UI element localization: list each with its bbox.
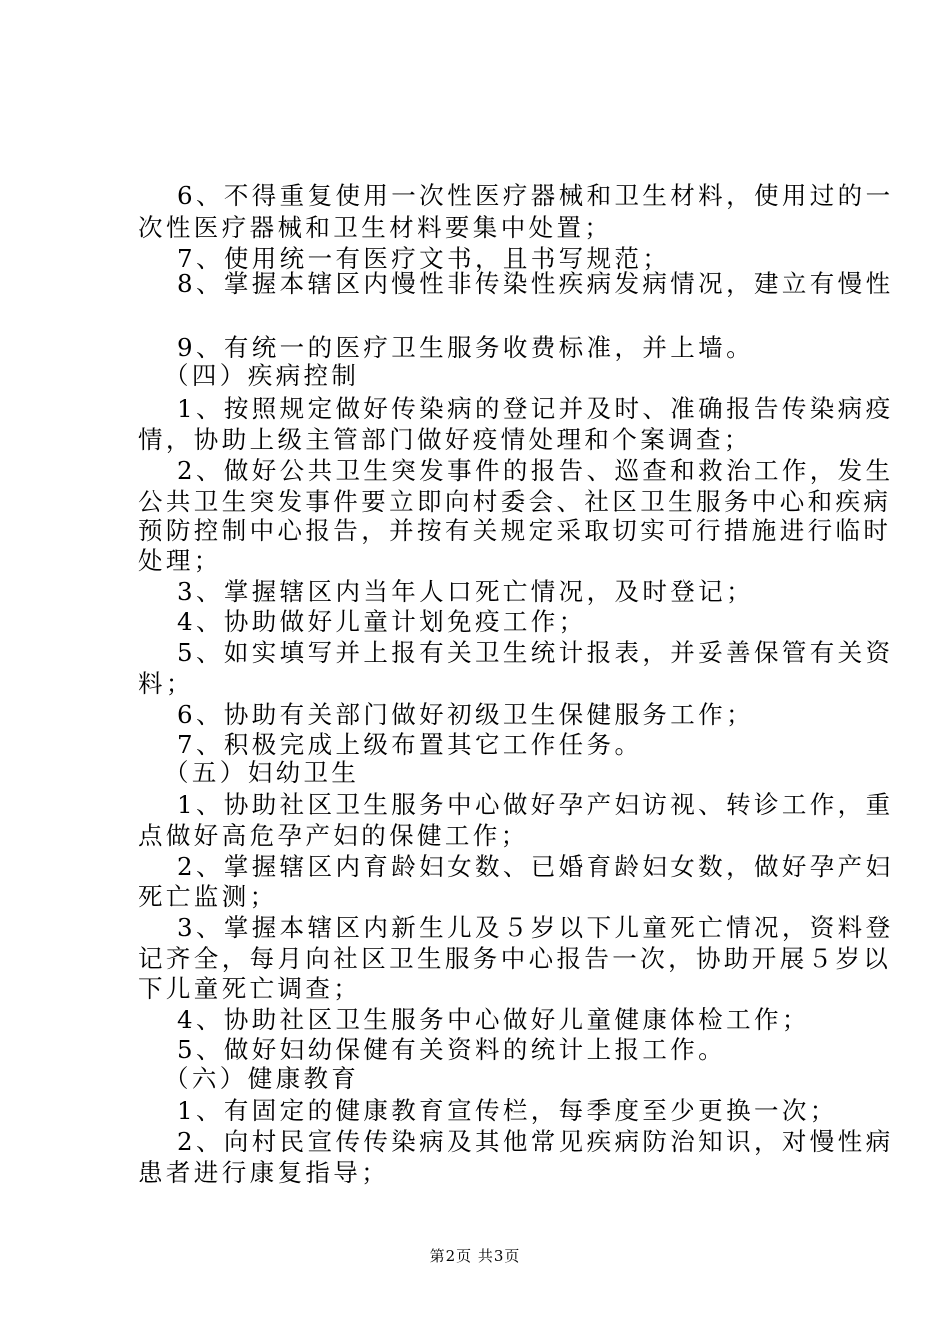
paragraph-line: 1、有固定的健康教育宣传栏，每季度至少更换一次； (177, 1096, 838, 1125)
paragraph-line: 1、协助社区卫生服务中心做好孕产妇访视、转诊工作，重 (177, 790, 894, 819)
paragraph-line: 3、掌握辖区内当年人口死亡情况，及时登记； (177, 577, 754, 606)
paragraph-line: 公共卫生突发事件要立即向村委会、社区卫生服务中心和疾病 (138, 487, 892, 516)
section-heading: （四）疾病控制 (164, 361, 360, 390)
paragraph-line: 7、使用统一有医疗文书，且书写规范； (177, 244, 671, 273)
paragraph-line: 患者进行康复指导； (138, 1158, 390, 1187)
section-heading: （五）妇幼卫生 (164, 758, 360, 787)
paragraph-line: 处理； (138, 546, 222, 575)
paragraph-line: 下儿童死亡调查； (138, 974, 362, 1003)
paragraph-line: 1、按照规定做好传染病的登记并及时、准确报告传染病疫 (177, 394, 894, 423)
paragraph-line: 7、积极完成上级布置其它工作任务。 (177, 730, 643, 759)
paragraph-line: 预防控制中心报告，并按有关规定采取切实可行措施进行临时 (138, 516, 892, 545)
paragraph-line: 2、掌握辖区内育龄妇女数、已婚育龄妇女数，做好孕产妇 (177, 852, 894, 881)
paragraph-line: 6、不得重复使用一次性医疗器械和卫生材料，使用过的一 (177, 181, 894, 210)
paragraph-line: 点做好高危孕产妇的保健工作； (138, 821, 529, 850)
paragraph-line: 死亡监测； (138, 882, 278, 911)
paragraph-line: 记齐全，每月向社区卫生服务中心报告一次，协助开展５岁以 (138, 944, 892, 973)
page-footer: 第2页 共3页 (429, 1247, 521, 1265)
paragraph-line: 3、掌握本辖区内新生儿及５岁以下儿童死亡情况，资料登 (177, 913, 894, 942)
paragraph-line: 2、做好公共卫生突发事件的报告、巡查和救治工作，发生 (177, 456, 894, 485)
paragraph-line: 4、协助社区卫生服务中心做好儿童健康体检工作； (177, 1005, 810, 1034)
paragraph-line: 2、向村民宣传传染病及其他常见疾病防治知识，对慢性病 (177, 1127, 894, 1156)
paragraph-line: 5、如实填写并上报有关卫生统计报表，并妥善保管有关资 (177, 638, 894, 667)
paragraph-line: 次性医疗器械和卫生材料要集中处置； (138, 213, 613, 242)
paragraph-line: 8、掌握本辖区内慢性非传染性疾病发病情况，建立有慢性 (177, 269, 894, 298)
section-heading: （六）健康教育 (164, 1064, 360, 1093)
paragraph-line: 5、做好妇幼保健有关资料的统计上报工作。 (177, 1035, 727, 1064)
paragraph-line: 9、有统一的医疗卫生服务收费标准，并上墙。 (177, 333, 754, 362)
paragraph-line: 6、协助有关部门做好初级卫生保健服务工作； (177, 700, 754, 729)
paragraph-line: 4、协助做好儿童计划免疫工作； (177, 607, 587, 636)
paragraph-line: 情，协助上级主管部门做好疫情处理和个案调查； (138, 425, 752, 454)
paragraph-line: 料； (138, 669, 194, 698)
